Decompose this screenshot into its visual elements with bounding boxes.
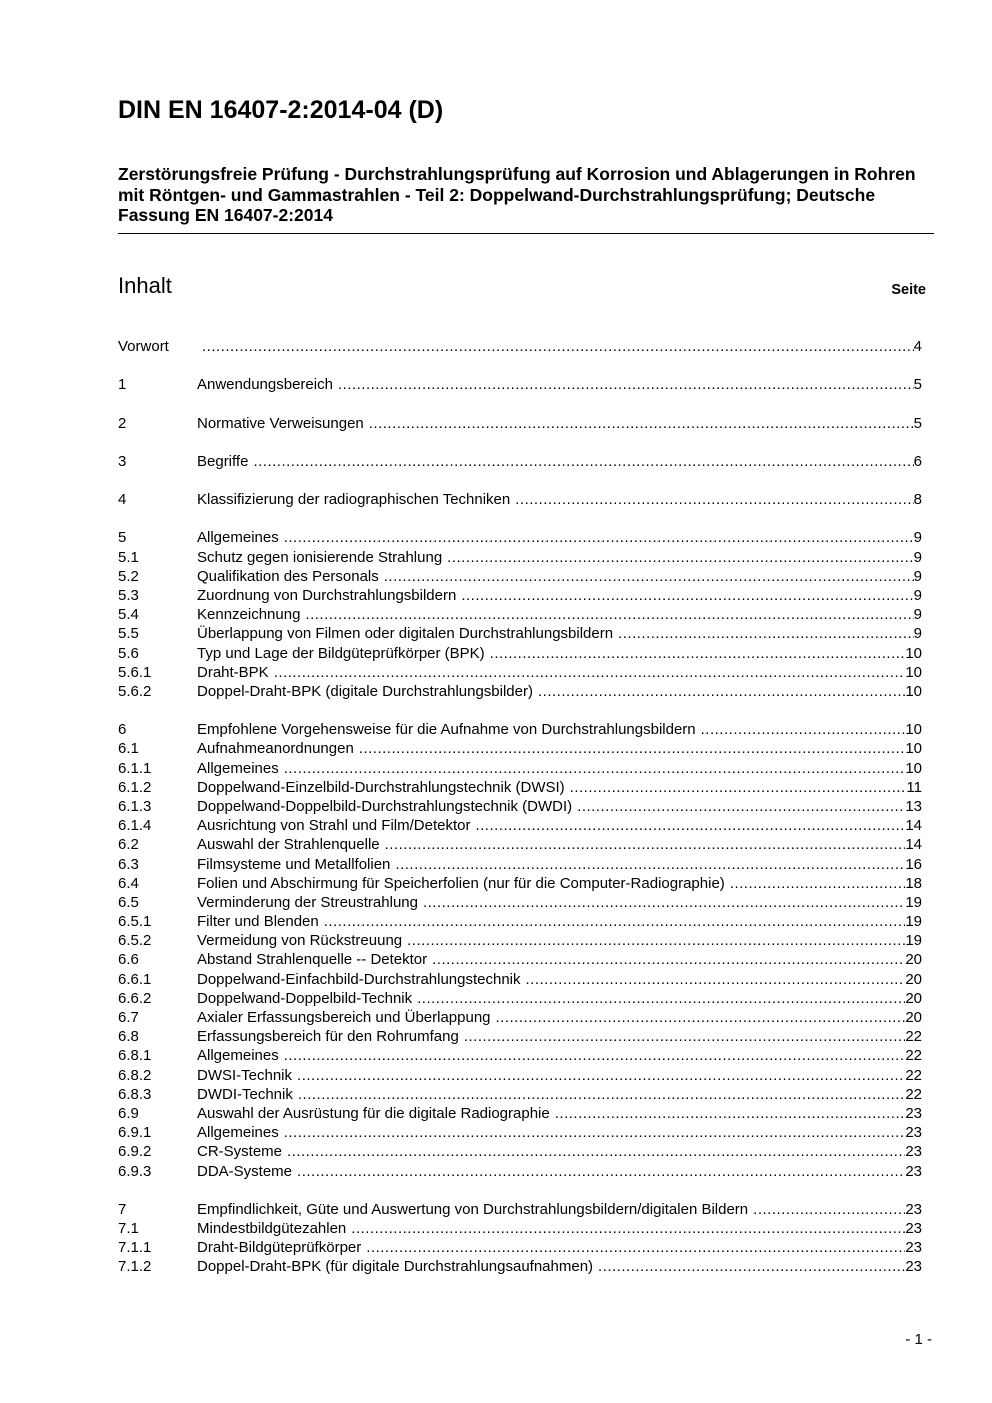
toc-entry-title: Empfohlene Vorgehensweise für die Aufnahme von Durchstrahlungsbildern (197, 721, 696, 739)
toc-entry-line (197, 989, 922, 1008)
toc-entry-line (197, 759, 922, 778)
toc-entry-line (197, 567, 922, 586)
toc-entry-line (197, 605, 922, 624)
dot-leader (351, 1219, 905, 1238)
toc-entry[interactable] (118, 1123, 922, 1142)
toc-entry-line (197, 1027, 922, 1046)
toc-entry-line (197, 1257, 922, 1276)
toc-entry-number: 6.5 (118, 893, 139, 911)
toc-entry-line (197, 663, 922, 682)
toc-entry-title: Axialer Erfassungsbereich und Überlappung (197, 1009, 491, 1026)
dot-leader (284, 528, 914, 547)
toc-entry-number: 7.1 (118, 1219, 139, 1237)
toc-entry-number: 6.1.2 (118, 778, 152, 796)
toc-entry[interactable] (118, 739, 922, 758)
toc-entry[interactable] (118, 970, 922, 989)
toc-entry[interactable] (118, 1257, 922, 1276)
toc-entry[interactable] (118, 452, 922, 471)
dot-leader (298, 1085, 905, 1104)
toc-entry-line (197, 720, 922, 739)
toc-entry-page: 10 (905, 663, 922, 681)
toc-entry[interactable] (118, 605, 922, 624)
toc-entry-line (197, 1046, 922, 1065)
toc-entry-page: 5 (913, 376, 922, 394)
toc-entry-page: 13 (905, 797, 922, 815)
toc-entry-number: 5.5 (118, 625, 139, 643)
toc-entry-page: 9 (913, 606, 922, 624)
dot-leader (526, 970, 906, 989)
dot-leader (423, 893, 905, 912)
dot-leader (366, 1238, 905, 1257)
toc-heading: Inhalt (118, 273, 172, 298)
dot-leader (461, 586, 913, 605)
toc-entry[interactable] (118, 778, 922, 797)
toc-entry-page: 23 (905, 1124, 922, 1142)
toc-entry-page: 23 (905, 1143, 922, 1161)
toc-entry-page: 10 (905, 682, 922, 700)
toc-entry-page: 20 (905, 1009, 922, 1026)
toc-entry-title: Schutz gegen ionisierende Strahlung (197, 548, 443, 566)
toc-entry-number: 6.5.2 (118, 932, 152, 950)
toc-entry-line (197, 644, 922, 663)
toc-entry-line (197, 1123, 922, 1142)
toc-entry-line (197, 682, 922, 701)
document-id: DIN EN 16407-2:2014-04 (D) (118, 96, 444, 124)
toc-entry-line (197, 1104, 922, 1123)
toc-entry[interactable] (118, 1008, 922, 1027)
toc-entry-line (197, 624, 922, 643)
dot-leader (395, 855, 905, 874)
toc-entry-line (197, 414, 922, 433)
toc-entry-page: 19 (905, 932, 922, 950)
toc-entry-page: 23 (905, 1104, 922, 1122)
toc-entry-line (197, 855, 922, 874)
toc-entry[interactable] (118, 855, 922, 874)
toc-entry-title: Allgemeines (197, 529, 279, 547)
toc-entry-number: 6.6.1 (118, 970, 152, 988)
toc-entry[interactable] (118, 759, 922, 778)
toc-entry[interactable] (118, 989, 922, 1008)
toc-entry-line (197, 1085, 922, 1104)
toc-entry-number: 6.5.1 (118, 913, 152, 931)
toc-entry-page: 4 (913, 338, 922, 355)
toc-entry-number: 3 (118, 452, 127, 470)
toc-entry-page: 9 (913, 586, 922, 604)
dot-leader (618, 624, 914, 643)
page-column-label: Seite (891, 282, 926, 298)
toc-entry-number: 5.6.1 (118, 663, 152, 681)
toc-entry-number: 6.1 (118, 740, 139, 758)
toc-entry[interactable] (118, 567, 922, 586)
toc-entry-page: 14 (905, 836, 922, 854)
toc-entry-number: Vorwort (118, 338, 169, 355)
toc-entry-line (197, 548, 922, 567)
toc-entry-page: 9 (913, 567, 922, 585)
toc-entry[interactable] (118, 337, 922, 356)
dot-leader (253, 452, 913, 471)
toc-entry-page: 9 (913, 625, 922, 643)
toc-entry-page: 10 (905, 644, 922, 662)
dot-leader (384, 567, 914, 586)
dot-leader (447, 548, 913, 567)
dot-leader (538, 682, 905, 701)
toc-entry[interactable] (118, 586, 922, 605)
dot-leader (305, 605, 913, 624)
toc-entry-number: 6.2 (118, 836, 139, 854)
toc-entry[interactable] (118, 1219, 922, 1238)
toc-entry-line (197, 739, 922, 758)
toc-entry-page: 9 (913, 529, 922, 547)
dot-leader (490, 644, 906, 663)
toc-entry-title: Doppel-Draht-BPK (digitale Durchstrahlungsbilder) (197, 682, 533, 700)
document-title: Zerstörungsfreie Prüfung - Durchstrahlungsprüfung auf Korrosion und Ablagerungen in Rohren mit Röntgen- und Gammastrahlen - Teil 2: Doppelwand-Durchstrahlungsprüfung; Deutsche Fassung EN 16407-2:2014 (118, 164, 916, 225)
toc-entry-number: 6.1.3 (118, 797, 152, 815)
toc-entry-number: 2 (118, 414, 127, 432)
toc-entry[interactable] (118, 1142, 922, 1161)
toc-entry[interactable] (118, 490, 922, 509)
toc-entry-title: Aufnahmeanordnungen (197, 740, 354, 758)
toc-entry-page: 5 (913, 414, 922, 432)
toc-entry-title: DDA-Systeme (197, 1162, 293, 1180)
toc-entry-page: 20 (905, 951, 922, 969)
toc-entry-page: 22 (905, 1085, 922, 1103)
toc-entry-line (197, 375, 922, 394)
toc-entry-page: 10 (905, 759, 922, 777)
toc-entry-page: 20 (905, 970, 922, 988)
toc-entry-number: 6.1.4 (118, 817, 152, 835)
toc-entry-title: Allgemeines (197, 1124, 279, 1142)
toc-entry-title: Überlappung von Filmen oder digitalen Durchstrahlungsbildern (197, 625, 614, 643)
toc-entry-number: 6.8.2 (118, 1066, 152, 1084)
toc-entry-number: 1 (118, 376, 127, 394)
toc-entry-number: 5.4 (118, 606, 139, 624)
toc-entry[interactable] (118, 912, 922, 931)
toc-entry-number: 5 (118, 529, 127, 547)
dot-leader (287, 1142, 905, 1161)
toc-entry-page: 23 (905, 1258, 922, 1276)
toc-entry-line (197, 1238, 922, 1257)
toc-entry-number: 7 (118, 1200, 127, 1218)
dot-leader (701, 720, 906, 739)
dot-leader (284, 1046, 906, 1065)
toc-entry[interactable] (118, 1238, 922, 1257)
toc-entry-title: Empfindlichkeit, Güte und Auswertung von Durchstrahlungsbildern/digitalen Bildern (197, 1200, 749, 1218)
table-of-contents (118, 337, 922, 1277)
dot-leader (753, 1200, 905, 1219)
toc-entry-title: Ausrichtung von Strahl und Film/Detektor (197, 817, 471, 835)
toc-entry-page: 10 (905, 740, 922, 758)
toc-entry-title: Erfassungsbereich für den Rohrumfang (197, 1028, 459, 1046)
toc-entry-page: 19 (905, 893, 922, 911)
dot-leader (515, 490, 913, 509)
toc-entry-number: 4 (118, 491, 127, 509)
toc-entry-title: CR-Systeme (197, 1143, 283, 1161)
dot-leader (202, 337, 914, 356)
toc-entry[interactable] (118, 1085, 922, 1104)
toc-entry-title: Verminderung der Streustrahlung (197, 893, 418, 911)
dot-leader (730, 874, 906, 893)
toc-entry[interactable] (118, 1046, 922, 1065)
toc-entry-page: 23 (905, 1219, 922, 1237)
toc-entry-line (197, 1162, 922, 1181)
toc-entry-line (197, 337, 922, 356)
toc-entry-title: Filmsysteme und Metallfolien (197, 855, 391, 873)
dot-leader (369, 414, 914, 433)
page-number: - 1 - (905, 1331, 932, 1348)
toc-entry[interactable] (118, 528, 922, 547)
dot-leader (496, 1008, 906, 1027)
toc-entry-line (197, 816, 922, 835)
toc-entry-number: 6.8 (118, 1028, 139, 1046)
toc-entry-number: 5.6 (118, 644, 139, 662)
dot-leader (297, 1066, 905, 1085)
toc-entry-page: 8 (913, 491, 922, 509)
toc-entry-page: 18 (905, 874, 922, 892)
toc-entry-number: 6.9.2 (118, 1143, 152, 1161)
toc-entry[interactable] (118, 548, 922, 567)
toc-entry-number: 6.6.2 (118, 989, 152, 1007)
toc-entry-title: Doppel-Draht-BPK (für digitale Durchstrahlungsaufnahmen) (197, 1258, 594, 1276)
toc-entry-line (197, 452, 922, 471)
dot-leader (359, 739, 906, 758)
toc-entry-page: 22 (905, 1047, 922, 1065)
toc-entry-number: 6.1.1 (118, 759, 152, 777)
toc-entry[interactable] (118, 644, 922, 663)
dot-leader (475, 816, 905, 835)
dot-leader (338, 375, 914, 394)
toc-entry-number: 6.7 (118, 1009, 139, 1026)
toc-entry-page: 14 (905, 817, 922, 835)
dot-leader (385, 835, 906, 854)
title-underline (118, 233, 934, 234)
toc-entry[interactable] (118, 682, 922, 701)
toc-entry-title: Qualifikation des Personals (197, 567, 379, 585)
toc-entry-title: Mindestbildgütezahlen (197, 1219, 347, 1237)
toc-entry[interactable] (118, 835, 922, 854)
toc-entry-page: 9 (913, 548, 922, 566)
toc-entry[interactable] (118, 797, 922, 816)
toc-entry-title: Kennzeichnung (197, 606, 301, 624)
toc-entry-number: 6.9.1 (118, 1124, 152, 1142)
toc-entry-line (197, 1219, 922, 1238)
toc-entry-line (197, 778, 922, 797)
toc-entry-title: Doppelwand-Doppelbild-Durchstrahlungstechnik (DWDI) (197, 797, 573, 815)
toc-entry-number: 5.2 (118, 567, 139, 585)
dot-leader (407, 931, 905, 950)
toc-entry-title: Doppelwand-Einfachbild-Durchstrahlungstechnik (197, 970, 521, 988)
toc-entry-number: 5.1 (118, 548, 139, 566)
toc-entry-page: 16 (905, 855, 922, 873)
toc-entry[interactable] (118, 816, 922, 835)
toc-entry[interactable] (118, 1162, 922, 1181)
toc-entry-page: 23 (905, 1200, 922, 1218)
toc-entry-page: 20 (905, 989, 922, 1007)
dot-leader (297, 1162, 905, 1181)
dot-leader (324, 912, 906, 931)
toc-entry-number: 7.1.1 (118, 1239, 152, 1257)
toc-entry-page: 6 (913, 452, 922, 470)
toc-entry-page: 11 (906, 778, 922, 796)
toc-entry[interactable] (118, 1200, 922, 1219)
toc-entry-line (197, 1008, 922, 1027)
toc-entry-title: Vermeidung von Rückstreuung (197, 932, 403, 950)
toc-entry[interactable] (118, 414, 922, 433)
toc-entry-number: 6.3 (118, 855, 139, 873)
dot-leader (417, 989, 905, 1008)
toc-entry-number: 5.3 (118, 586, 139, 604)
toc-entry[interactable] (118, 663, 922, 682)
toc-entry-page: 10 (905, 721, 922, 739)
toc-entry-page: 23 (905, 1162, 922, 1180)
toc-entry-line (197, 586, 922, 605)
toc-entry-line (197, 835, 922, 854)
toc-entry-title: Anwendungsbereich (197, 376, 333, 394)
toc-entry-line (197, 528, 922, 547)
toc-entry-title: Allgemeines (197, 759, 279, 777)
toc-entry-number: 7.1.2 (118, 1258, 152, 1276)
toc-entry-line (197, 893, 922, 912)
toc-entry-line (197, 1142, 922, 1161)
toc-entry-line (197, 1066, 922, 1085)
toc-entry[interactable] (118, 893, 922, 912)
toc-entry-title: Klassifizierung der radiographischen Techniken (197, 491, 511, 509)
toc-entry-number: 6.4 (118, 874, 139, 892)
toc-entry[interactable] (118, 1066, 922, 1085)
dot-leader (570, 778, 907, 797)
toc-entry[interactable] (118, 1027, 922, 1046)
toc-entry-page: 19 (905, 913, 922, 931)
dot-leader (284, 759, 906, 778)
dot-leader (432, 950, 905, 969)
toc-entry-line (197, 874, 922, 893)
dot-leader (555, 1104, 906, 1123)
dot-leader (274, 663, 906, 682)
toc-entry-title: Folien und Abschirmung für Speicherfolien (nur für die Computer-Radiographie) (197, 874, 725, 892)
toc-entry[interactable] (118, 931, 922, 950)
dot-leader (464, 1027, 906, 1046)
toc-entry-line (197, 970, 922, 989)
toc-entry-line (197, 931, 922, 950)
toc-entry-line (197, 950, 922, 969)
toc-entry-title: Allgemeines (197, 1047, 279, 1065)
toc-entry-title: Doppelwand-Einzelbild-Durchstrahlungstechnik (DWSI) (197, 778, 565, 796)
toc-entry[interactable] (118, 1104, 922, 1123)
toc-entry-title: Auswahl der Ausrüstung für die digitale Radiographie (197, 1104, 550, 1122)
toc-entry[interactable] (118, 874, 922, 893)
toc-entry-title: Abstand Strahlenquelle -- Detektor (197, 951, 428, 969)
toc-entry-number: 6.8.3 (118, 1085, 152, 1103)
toc-entry-page: 22 (905, 1028, 922, 1046)
toc-entry-title: Doppelwand-Doppelbild-Technik (197, 989, 413, 1007)
toc-entry-title: Draht-Bildgüteprüfkörper (197, 1239, 362, 1257)
toc-entry-number: 6.9.3 (118, 1162, 152, 1180)
dot-leader (598, 1257, 905, 1276)
toc-entry[interactable] (118, 624, 922, 643)
dot-leader (577, 797, 905, 816)
toc-entry-number: 6.6 (118, 951, 139, 969)
toc-entry-line (197, 912, 922, 931)
toc-entry-title: Typ und Lage der Bildgüteprüfkörper (BPK) (197, 644, 485, 662)
toc-entry[interactable] (118, 720, 922, 739)
toc-entry-line (197, 1200, 922, 1219)
toc-entry-page: 23 (905, 1239, 922, 1257)
toc-entry-title: Auswahl der Strahlenquelle (197, 836, 380, 854)
toc-entry-number: 5.6.2 (118, 682, 152, 700)
toc-entry-page: 22 (905, 1066, 922, 1084)
dot-leader (284, 1123, 906, 1142)
toc-entry-title: Normative Verweisungen (197, 414, 364, 432)
toc-entry-title: Begriffe (197, 452, 249, 470)
toc-entry-number: 6 (118, 721, 127, 739)
toc-entry-title: Zuordnung von Durchstrahlungsbildern (197, 586, 457, 604)
toc-entry-line (197, 490, 922, 509)
toc-entry[interactable] (118, 950, 922, 969)
toc-entry-number: 6.8.1 (118, 1047, 152, 1065)
toc-entry-title: Draht-BPK (197, 663, 269, 681)
toc-entry-title: DWDI-Technik (197, 1085, 293, 1103)
toc-entry-title: DWSI-Technik (197, 1066, 293, 1084)
toc-entry[interactable] (118, 375, 922, 394)
toc-entry-number: 6.9 (118, 1104, 139, 1122)
toc-entry-line (197, 797, 922, 816)
toc-entry-title: Filter und Blenden (197, 913, 319, 931)
